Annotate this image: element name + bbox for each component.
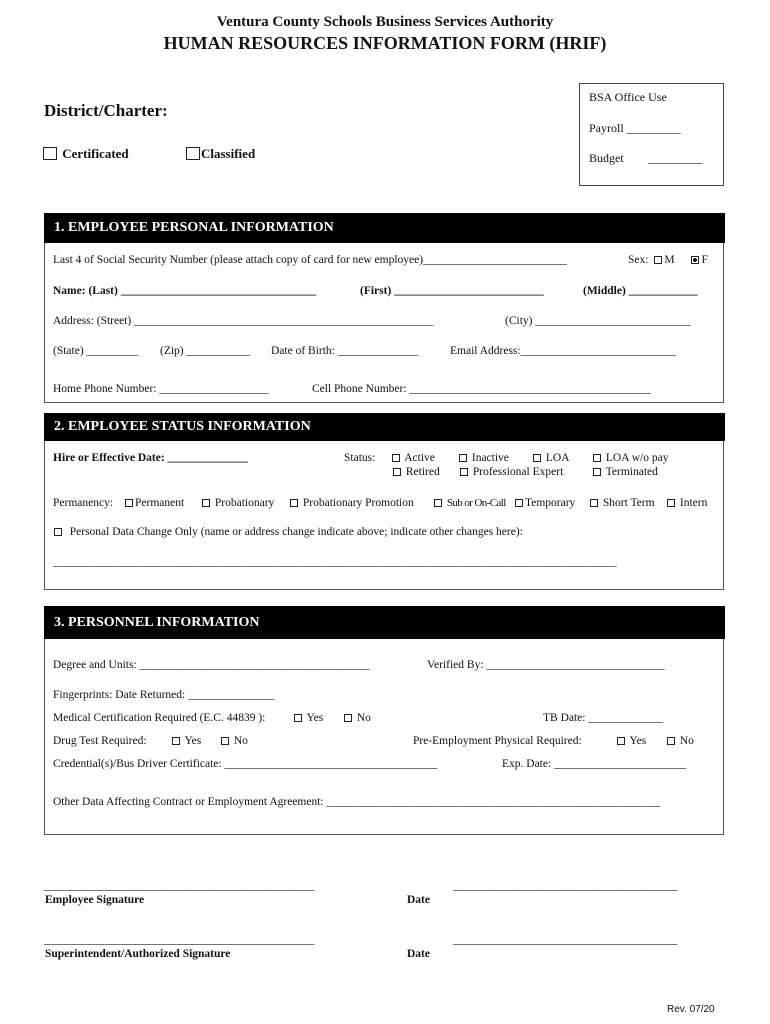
employee-date-line[interactable]: _______________________________________ [453,880,678,892]
medical-no[interactable] [344,712,371,724]
section-1-header: 1. EMPLOYEE PERSONAL INFORMATION [44,213,725,243]
exp-date-field[interactable]: Exp. Date: _______________________ [502,758,687,770]
section-3-header: 3. PERSONNEL INFORMATION [44,606,725,639]
superintendent-signature-label: Superintendent/Authorized Signature [45,948,231,960]
employee-signature-line[interactable]: _______________________________________________ [44,880,315,892]
inactive-label: Inactive [471,452,509,464]
certificated-checkbox[interactable] [43,147,57,160]
physical-no-label: No [679,735,694,747]
drug-test-no[interactable] [221,735,248,747]
permanent-label: Permanent [135,497,185,509]
medical-certification-label: Medical Certification Required (E.C. 44839 ): [53,712,266,724]
probationary-promotion-checkbox[interactable] [290,499,298,507]
temporary-label: Temporary [525,497,576,509]
terminated-checkbox[interactable] [593,468,601,476]
sex-f-checkbox[interactable] [691,256,699,264]
credential-field[interactable]: Credential(s)/Bus Driver Certificate: _____________________________________ [53,758,438,770]
date-of-birth-field[interactable]: Date of Birth: ______________ [271,345,419,357]
other-changes-line[interactable]: __________________________________________________________________________________________________ [53,556,617,568]
employee-signature-label: Employee Signature [45,894,145,906]
retired-label: Retired [405,466,440,478]
payroll-field: Payroll _________ [589,121,681,135]
tb-date-field[interactable]: TB Date: _____________ [543,712,664,724]
professional-expert-label: Professional Expert [472,466,564,478]
probationary-promotion-label: Probationary Promotion [302,497,414,509]
district-charter-label: District/Charter: [44,101,168,120]
sex-label: Sex: [628,254,649,266]
sex-field [628,254,708,266]
personal-data-change-checkbox[interactable] [54,528,62,536]
superintendent-date-label: Date [407,948,430,960]
fingerprints-date-field[interactable]: Fingerprints: Date Returned: _______________ [53,689,275,701]
physical-yes-label: Yes [629,735,647,747]
sub-on-call-label: Sub or On-Call [446,497,506,509]
medical-no-checkbox[interactable] [344,714,352,722]
terminated-label: Terminated [605,466,658,478]
status-terminated[interactable] [593,466,658,478]
loa-wo-pay-checkbox[interactable] [593,454,601,462]
professional-expert-checkbox[interactable] [460,468,468,476]
short-term-checkbox[interactable] [590,499,598,507]
section-2-header: 2. EMPLOYEE STATUS INFORMATION [44,413,725,441]
permanency-sub-on-call[interactable] [434,497,506,509]
active-checkbox[interactable] [392,454,400,462]
budget-label: Budget [589,151,624,165]
sub-on-call-checkbox[interactable] [434,499,442,507]
status-loa[interactable] [533,452,570,464]
office-use-box [579,83,724,186]
budget-field: _________ [648,151,702,165]
office-use-title: BSA Office Use [589,90,667,104]
drug-test-yes-checkbox[interactable] [172,737,180,745]
permanency-permanent[interactable] [125,497,184,509]
hire-date-field[interactable]: Hire or Effective Date: ______________ [53,452,249,464]
personal-data-change-label: Personal Data Change Only (name or address change indicate above; indicate other changes here): [69,526,523,538]
pre-employment-physical-label: Pre-Employment Physical Required: [413,735,582,747]
permanency-probationary-promotion[interactable] [290,497,414,509]
verified-by-field[interactable]: Verified By: _______________________________ [427,659,665,671]
loa-wo-pay-label: LOA w/o pay [605,452,669,464]
medical-yes-checkbox[interactable] [294,714,302,722]
short-term-label: Short Term [602,497,655,509]
employee-date-label: Date [407,894,430,906]
permanency-probationary[interactable] [202,497,274,509]
name-middle-field[interactable]: (Middle) ____________ [583,285,698,297]
classified-checkbox[interactable] [186,147,200,160]
address-street-field[interactable]: Address: (Street) ____________________________________________________ [53,315,434,327]
physical-no-checkbox[interactable] [667,737,675,745]
probationary-label: Probationary [214,497,275,509]
medical-no-label: No [356,712,371,724]
email-field[interactable]: Email Address:___________________________ [450,345,676,357]
status-inactive[interactable] [459,452,509,464]
revision-label: Rev. 07/20 [667,1004,715,1015]
active-label: Active [404,452,435,464]
classified-label: Classified [201,146,256,161]
permanency-intern[interactable] [667,497,707,509]
drug-test-label: Drug Test Required: [53,735,147,747]
inactive-checkbox[interactable] [459,454,467,462]
drug-test-yes-label: Yes [184,735,202,747]
address-city-field[interactable]: (City) ___________________________ [505,315,691,327]
home-phone-field[interactable]: Home Phone Number: ___________________ [53,383,269,395]
sex-f-label: F [701,254,708,266]
zip-field[interactable]: (Zip) ___________ [160,345,250,357]
status-active[interactable] [392,452,435,464]
physical-yes-checkbox[interactable] [617,737,625,745]
form-title: HUMAN RESOURCES INFORMATION FORM (HRIF) [163,33,607,53]
status-loa-wo-pay[interactable] [593,452,668,464]
drug-test-yes[interactable] [172,735,201,747]
intern-checkbox[interactable] [667,499,675,507]
medical-yes[interactable] [294,712,323,724]
ssn-field[interactable]: Last 4 of Social Security Number (please attach copy of card for new employee)_________________________ [53,254,567,266]
classified-option[interactable] [186,146,255,162]
organization-name: Ventura County Schools Business Services Authority [216,14,554,30]
permanency-temporary[interactable] [515,497,575,509]
drug-test-no-checkbox[interactable] [221,737,229,745]
probationary-checkbox[interactable] [202,499,210,507]
personal-data-change[interactable] [54,526,523,538]
certificated-label: Certificated [62,146,129,161]
certificated-option[interactable] [43,146,129,162]
status-professional-expert[interactable] [460,466,563,478]
physical-yes[interactable] [617,735,646,747]
sex-m-label: M [664,254,675,266]
permanent-checkbox[interactable] [125,499,133,507]
medical-yes-label: Yes [306,712,324,724]
sex-m-checkbox[interactable] [654,256,662,264]
state-field[interactable]: (State) _________ [53,345,139,357]
physical-no[interactable] [667,735,694,747]
cell-phone-field[interactable]: Cell Phone Number: __________________________________________ [312,383,651,395]
loa-label: LOA [545,452,570,464]
superintendent-date-line[interactable]: _______________________________________ [453,934,678,946]
other-data-field[interactable]: Other Data Affecting Contract or Employment Agreement: __________________________________________________________ [53,796,660,808]
permanency-label: Permanency: [53,497,114,509]
status-retired[interactable] [393,466,440,478]
superintendent-signature-line[interactable]: _______________________________________________ [44,934,315,946]
status-label: Status: [344,452,376,464]
retired-checkbox[interactable] [393,468,401,476]
drug-test-no-label: No [233,735,248,747]
degree-units-field[interactable]: Degree and Units: ________________________________________ [53,659,370,671]
intern-label: Intern [679,497,708,509]
loa-checkbox[interactable] [533,454,541,462]
temporary-checkbox[interactable] [515,499,523,507]
name-first-field[interactable]: (First) __________________________ [360,285,544,297]
name-last-field[interactable]: Name: (Last) __________________________________ [53,285,317,297]
permanency-short-term[interactable] [590,497,655,509]
